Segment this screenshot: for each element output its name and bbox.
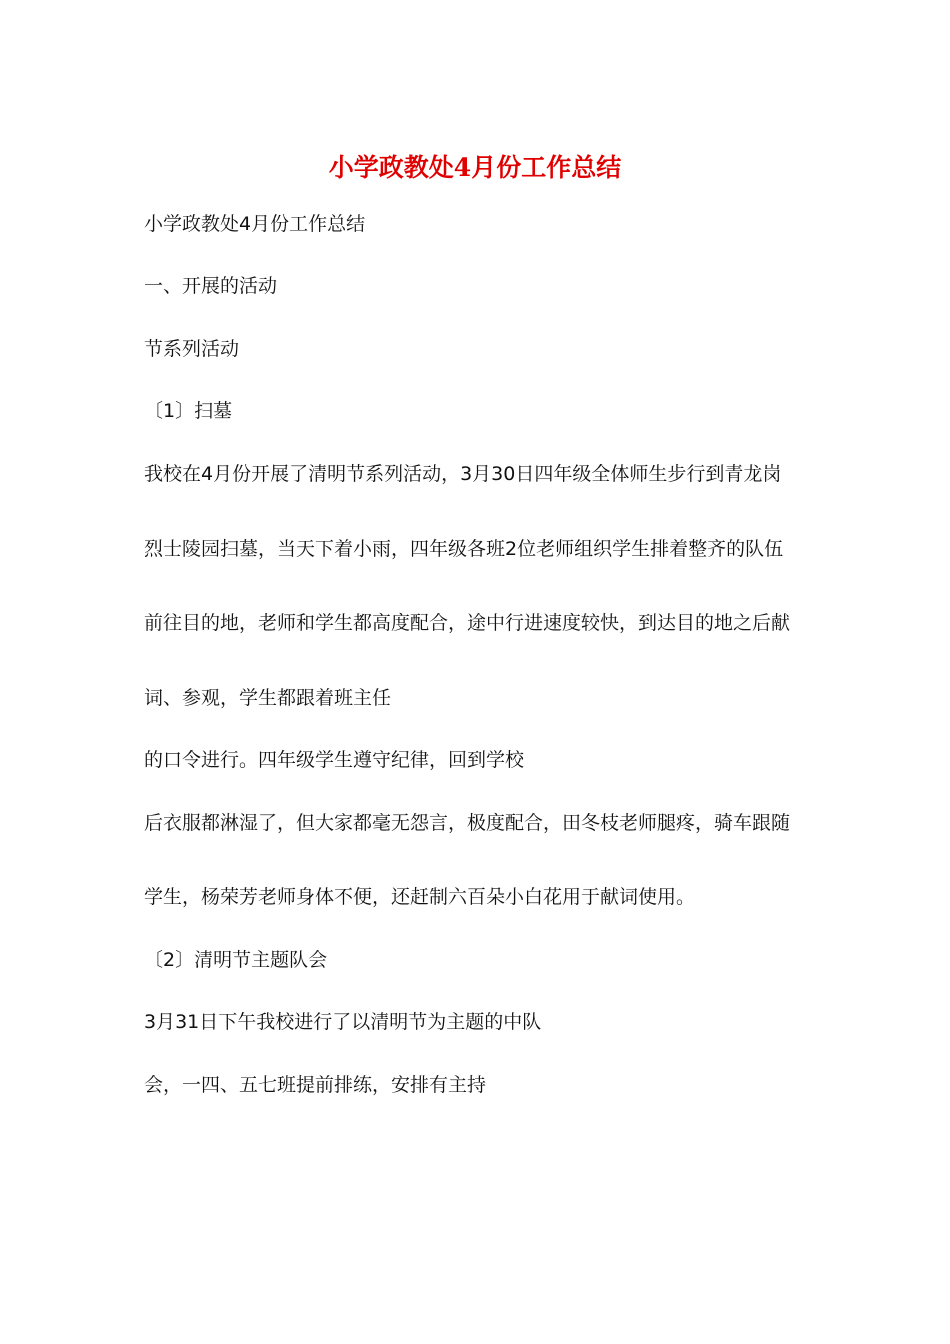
paragraph-line: 前往目的地，老师和学生都高度配合，途中行进速度较快，到达目的地之后献 bbox=[144, 612, 791, 634]
item-heading: 〔2〕清明节主题队会 bbox=[144, 949, 328, 971]
item-heading: 〔1〕扫墓 bbox=[144, 400, 233, 422]
paragraph-line: 我校在4月份开展了清明节系列活动，3月30日四年级全体师生步行到青龙岗 bbox=[144, 463, 782, 485]
section-heading: 一、开展的活动 bbox=[144, 275, 278, 297]
paragraph-line: 学生，杨荣芳老师身体不便，还赶制六百朵小白花用于献词使用。 bbox=[144, 886, 696, 908]
paragraph-line: 烈士陵园扫墓，当天下着小雨，四年级各班2位老师组织学生排着整齐的队伍 bbox=[144, 538, 784, 560]
subtitle-line: 小学政教处4月份工作总结 bbox=[144, 213, 366, 235]
subsection-heading: 节系列活动 bbox=[144, 338, 240, 360]
paragraph-line: 会，一四、五七班提前排练，安排有主持 bbox=[144, 1074, 487, 1096]
paragraph-line: 的口令进行。四年级学生遵守纪律，回到学校 bbox=[144, 749, 525, 771]
document-title: 小学政教处4月份工作总结 bbox=[328, 153, 622, 182]
paragraph-line: 3月31日下午我校进行了以清明节为主题的中队 bbox=[144, 1011, 542, 1033]
paragraph-line: 后衣服都淋湿了，但大家都毫无怨言，极度配合，田冬枝老师腿疼，骑车跟随 bbox=[144, 812, 791, 834]
paragraph-line: 词、参观，学生都跟着班主任 bbox=[144, 687, 392, 709]
